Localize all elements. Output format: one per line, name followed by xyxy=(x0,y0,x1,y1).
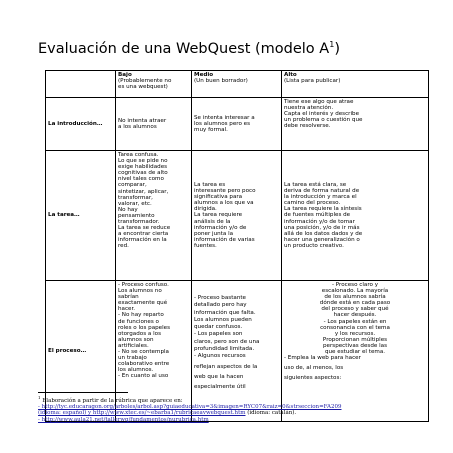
cell-tarea-medio: La tarea es interesante pero poco significativa para alumnos a los que va dirigida. La tarea requiere análisis de la información y/o de poner junta la información de varias fuentes. xyxy=(192,151,282,281)
footnote-line-3: (idioma: español) y http://www.xtec.es/~ebarba1/rubricaeavwebquest.htm (idioma: catalán). xyxy=(38,410,297,417)
title-text: Evaluación de una WebQuest (modelo A xyxy=(38,40,330,57)
cell-intro-bajo: No intenta atraer a los alumnos xyxy=(116,98,192,151)
title-footnote-marker: 1 xyxy=(329,40,335,49)
cell-intro-alto: Tiene ese algo que atrae nuestra atención. Capta el interés y describe un problema o cuestión que debe resolverse. xyxy=(282,98,429,151)
header-bajo-line: es una webquest) xyxy=(118,84,168,91)
header-bajo-title: Bajo xyxy=(118,72,132,78)
header-empty-cell xyxy=(46,71,116,98)
table-row xyxy=(46,98,429,151)
footnote-link-1[interactable]: - http://tyc.educaragon.org/arboles/arbol.asp?guiaeducativa=3&imagen=RYC07&raiz=0&strseccion=FA209 xyxy=(38,404,342,411)
header-alto-line: (Lista para publicar) xyxy=(284,78,341,85)
header-bajo xyxy=(116,71,192,98)
cell-proceso-alto: - Proceso claro y escalonado. La mayoría de los alumnos sabría dónde está en cada paso del proceso y saber qué hacer después. - Los papeles están en consonancia con el tema y los recursos. Proporcionan múltiples perspectivas desde las que estudiar el tema. - Emplea la web para hacer uso de, al menos, los siguientes aspectos: xyxy=(282,281,429,422)
footnote-intro: $^1$ Elaboración a partir de la rúbrica que aparece en: xyxy=(38,395,183,404)
header-medio xyxy=(192,71,282,98)
header-bajo-line: (Probablemente no xyxy=(118,78,172,85)
row-label-proceso: El proceso… xyxy=(46,281,116,422)
cell-proceso-medio: - Proceso bastante detallado pero hay información que falta. Los alumnos pueden quedar confusos. - Los papeles son claros, pero son de una profundidad limitada. - Algunos recursos reflejan aspectos de la web que la hacen especialmente útil xyxy=(192,281,282,422)
rubric-table xyxy=(45,70,429,422)
footnotes xyxy=(38,395,448,423)
header-medio-title: Medio xyxy=(194,72,214,78)
row-label-tarea: La tarea… xyxy=(46,151,116,281)
table-header-row xyxy=(46,71,429,98)
title-close-paren: ) xyxy=(334,40,340,57)
cell-tarea-bajo: Tarea confusa. Lo que se pide no exige habilidades cognitivas de alto nivel tales como comparar, sintetizar, aplicar, transformar, valorar, etc. No hay pensamiento transformador. La tarea se reduce a encontrar cierta información en la red. xyxy=(116,151,192,281)
page-title xyxy=(38,40,438,57)
table-row xyxy=(46,151,429,281)
footnote-link-2[interactable]: (idioma: español) y http://www.xtec.es/~ebarba1/rubricaeavwebquest.htm xyxy=(38,410,246,417)
cell-intro-medio: Se intenta interesar a los alumnos pero es muy formal. xyxy=(192,98,282,151)
footnote-link-3[interactable]: - http://www.aula21.net/tallerwq/fundamentos/nurubrica.htm xyxy=(38,416,209,423)
row-label-introduccion: La introducción… xyxy=(46,98,116,151)
header-medio-line: (Un buen borrador) xyxy=(194,78,248,85)
footnote-separator xyxy=(38,392,128,393)
header-alto-title: Alto xyxy=(284,72,297,78)
cell-proceso-bajo: - Proceso confuso. Los alumnos no sabrían exactamente qué hacer. - No hay reparto de funciones o roles o los papeles otorgados a los alumnos son artificiales. - No se contempla un trabajo colaborativo entre los alumnos. - En cuanto al uso xyxy=(116,281,192,422)
cell-tarea-alto: La tarea está clara, se deriva de forma natural de la introducción y marca el camino del proceso. La tarea requiere la síntesis de fuentes múltiples de información y/o de tomar una posición, y/o de ir más allá de los datos dados y de hacer una generalización o un producto creativo. xyxy=(282,151,429,281)
header-alto xyxy=(282,71,429,98)
